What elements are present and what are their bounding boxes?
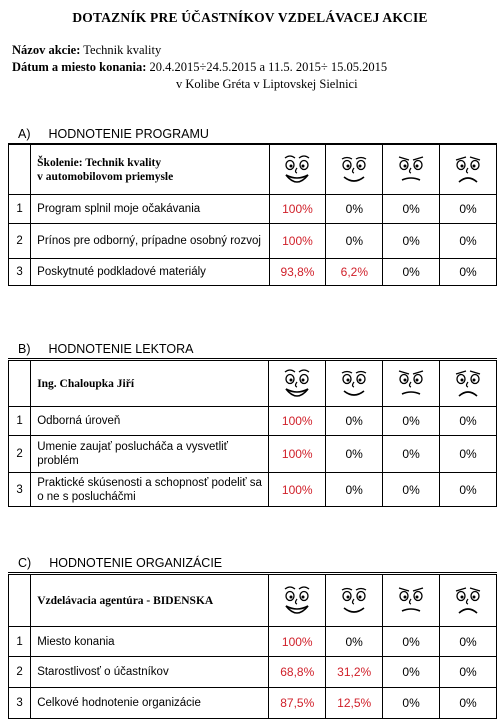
section-letter: C)	[18, 556, 32, 570]
rating-value: 12,5%	[326, 688, 383, 719]
rating-value: 0%	[440, 224, 497, 259]
rating-value: 87,5%	[269, 688, 326, 719]
face-cell	[269, 575, 326, 627]
row-label: Umenie zaujať poslucháča a vysvetliť problém	[31, 436, 269, 473]
table-header-label: Ing. Chaloupka Jiří	[31, 361, 269, 407]
rating-value: 68,8%	[269, 657, 326, 688]
header-empty-cell	[9, 145, 31, 195]
section-title: HODNOTENIE PROGRAMU	[48, 127, 209, 141]
section-letter: B)	[18, 342, 31, 356]
rating-value: 100%	[269, 224, 326, 259]
rating-table	[8, 144, 497, 286]
row-number: 2	[9, 436, 31, 473]
rating-value: 0%	[383, 657, 440, 688]
happy-face-icon	[326, 151, 382, 189]
face-cell	[326, 145, 383, 195]
row-number: 1	[9, 195, 31, 224]
row-label: Starostlivosť o účastníkov	[31, 657, 269, 688]
date-place-line-2: v Kolibe Gréta v Liptovskej Sielnici	[176, 77, 358, 91]
rating-value: 0%	[383, 688, 440, 719]
face-cell	[383, 361, 440, 407]
rating-value: 6,2%	[326, 259, 383, 286]
table-row	[9, 407, 497, 436]
table-header-row	[9, 145, 497, 195]
table-row	[9, 195, 497, 224]
rating-value: 0%	[326, 224, 383, 259]
unhappy-face-icon	[383, 582, 439, 620]
row-number: 2	[9, 657, 31, 688]
section-heading	[18, 556, 222, 570]
face-cell	[440, 145, 497, 195]
section-divider	[8, 572, 497, 573]
rating-value: 0%	[326, 195, 383, 224]
section-title: HODNOTENIE ORGANIZÁCIE	[49, 556, 223, 570]
rating-value: 93,8%	[269, 259, 326, 286]
row-label: Miesto konania	[31, 627, 269, 657]
face-cell	[269, 145, 326, 195]
rating-value: 100%	[269, 407, 326, 436]
table-header-label: Vzdelávacia agentúra - BIDENSKA	[31, 575, 269, 627]
section-title: HODNOTENIE LEKTORA	[48, 342, 194, 356]
face-cell	[383, 145, 440, 195]
table-row	[9, 657, 497, 688]
row-label: Poskytnuté podkladové materiály	[31, 259, 269, 286]
unhappy-face-icon	[383, 151, 439, 189]
face-cell	[269, 361, 326, 407]
very-happy-face-icon	[270, 151, 326, 189]
sad-face-icon	[440, 151, 496, 189]
rating-value: 0%	[383, 259, 440, 286]
row-label: Praktické skúsenosti a schopnosť podeliť sa o ne s poslucháčmi	[31, 473, 269, 507]
table-row	[9, 224, 497, 259]
face-cell	[440, 361, 497, 407]
rating-value: 0%	[440, 657, 497, 688]
section-letter: A)	[18, 127, 31, 141]
very-happy-face-icon	[269, 582, 325, 620]
sad-face-icon	[440, 365, 496, 403]
row-label: Celkové hodnotenie organizácie	[31, 688, 269, 719]
rating-value: 100%	[269, 473, 326, 507]
table-row	[9, 473, 497, 507]
row-number: 3	[9, 688, 31, 719]
row-number: 3	[9, 259, 31, 286]
event-name-line	[12, 43, 161, 58]
face-cell	[383, 575, 440, 627]
rating-value: 31,2%	[326, 657, 383, 688]
row-number: 1	[9, 627, 31, 657]
header-empty-cell	[9, 361, 31, 407]
very-happy-face-icon	[269, 365, 325, 403]
section-heading	[18, 127, 209, 141]
rating-value: 0%	[440, 688, 497, 719]
date-place-value: 20.4.2015÷24.5.2015 a 11.5. 2015÷ 15.05.2015	[149, 60, 388, 74]
date-place-label: Dátum a miesto konania:	[12, 60, 147, 74]
rating-value: 0%	[440, 473, 497, 507]
section-divider	[8, 358, 497, 359]
rating-value: 0%	[383, 436, 440, 473]
row-number: 2	[9, 224, 31, 259]
section-heading	[18, 342, 193, 356]
rating-table	[8, 360, 497, 507]
face-cell	[326, 575, 383, 627]
date-place-line	[12, 60, 387, 75]
rating-value: 0%	[440, 407, 497, 436]
rating-value: 100%	[269, 627, 326, 657]
table-row	[9, 627, 497, 657]
rating-value: 0%	[383, 195, 440, 224]
rating-value: 0%	[383, 473, 440, 507]
rating-value: 0%	[383, 224, 440, 259]
row-number: 3	[9, 473, 31, 507]
row-label: Prínos pre odborný, prípadne osobný rozvoj	[31, 224, 269, 259]
unhappy-face-icon	[383, 365, 439, 403]
row-number: 1	[9, 407, 31, 436]
rating-value: 0%	[440, 436, 497, 473]
rating-value: 0%	[383, 627, 440, 657]
rating-value: 0%	[440, 627, 497, 657]
row-label: Program splnil moje očakávania	[31, 195, 269, 224]
row-label: Odborná úroveň	[31, 407, 269, 436]
event-name-label: Názov akcie:	[12, 43, 81, 57]
document-title: DOTAZNÍK PRE ÚČASTNÍKOV VZDELÁVACEJ AKCIE	[72, 10, 428, 25]
table-row	[9, 259, 497, 286]
rating-value: 0%	[326, 407, 383, 436]
happy-face-icon	[326, 365, 382, 403]
happy-face-icon	[326, 582, 382, 620]
sad-face-icon	[440, 582, 496, 620]
table-row	[9, 688, 497, 719]
rating-value: 100%	[269, 195, 326, 224]
rating-value: 0%	[326, 473, 383, 507]
rating-value: 0%	[383, 407, 440, 436]
rating-table	[8, 574, 497, 719]
table-header-row	[9, 361, 497, 407]
table-header-label: Školenie: Technik kvality v automobilovom priemysle	[31, 145, 269, 195]
table-row	[9, 436, 497, 473]
face-cell	[440, 575, 497, 627]
rating-value: 0%	[326, 627, 383, 657]
face-cell	[326, 361, 383, 407]
event-name: Technik kvality	[83, 43, 162, 57]
table-header-row	[9, 575, 497, 627]
rating-value: 0%	[440, 195, 497, 224]
rating-value: 0%	[326, 436, 383, 473]
header-empty-cell	[9, 575, 31, 627]
rating-value: 100%	[269, 436, 326, 473]
rating-value: 0%	[440, 259, 497, 286]
